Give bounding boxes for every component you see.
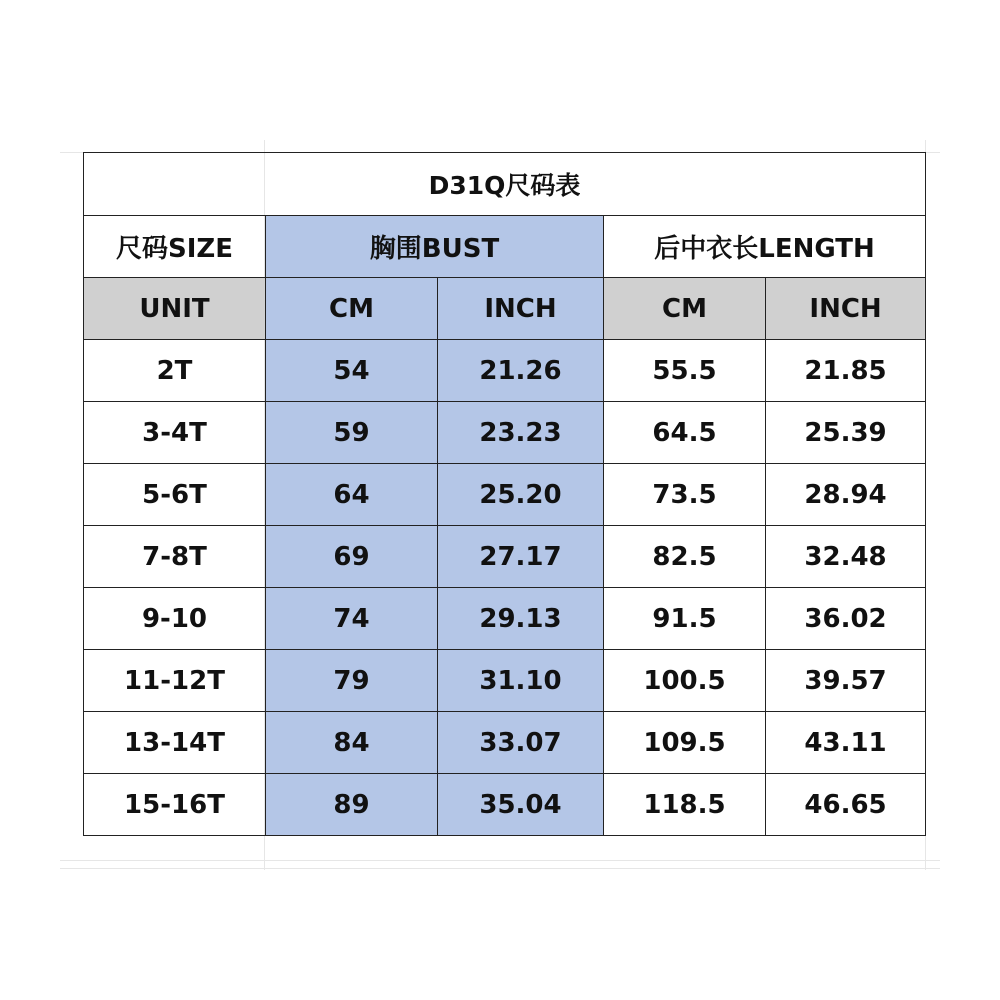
length-cm-cell: 91.5 (604, 588, 766, 650)
size-cell: 5-6T (84, 464, 266, 526)
length-inch-cell: 21.85 (766, 340, 926, 402)
length-inch-cell: 25.39 (766, 402, 926, 464)
table-row (84, 340, 926, 402)
length-cm-cell: 118.5 (604, 774, 766, 836)
table-row (84, 712, 926, 774)
length-cm-cell: 73.5 (604, 464, 766, 526)
length-inch-cell: 32.48 (766, 526, 926, 588)
size-cell: 3-4T (84, 402, 266, 464)
sheet-gridline (60, 860, 940, 861)
unit-label: UNIT (84, 278, 266, 340)
length-inch-cell: 46.65 (766, 774, 926, 836)
length-cm-unit: CM (604, 278, 766, 340)
size-chart-table (83, 152, 926, 836)
size-cell: 15-16T (84, 774, 266, 836)
bust-cm-cell: 69 (266, 526, 438, 588)
length-inch-cell: 43.11 (766, 712, 926, 774)
length-cm-cell: 100.5 (604, 650, 766, 712)
bust-inch-unit: INCH (438, 278, 604, 340)
table-row (84, 650, 926, 712)
size-cell: 2T (84, 340, 266, 402)
bust-inch-cell: 25.20 (438, 464, 604, 526)
length-cm-cell: 109.5 (604, 712, 766, 774)
length-cm-cell: 82.5 (604, 526, 766, 588)
bust-cm-cell: 54 (266, 340, 438, 402)
bust-cm-cell: 59 (266, 402, 438, 464)
bust-cm-cell: 89 (266, 774, 438, 836)
sheet-gridline (60, 868, 940, 869)
bust-cm-cell: 74 (266, 588, 438, 650)
length-inch-unit: INCH (766, 278, 926, 340)
bust-inch-cell: 23.23 (438, 402, 604, 464)
bust-cm-cell: 79 (266, 650, 438, 712)
bust-cm-cell: 84 (266, 712, 438, 774)
table-row (84, 774, 926, 836)
bust-header: 胸围BUST (266, 216, 604, 278)
bust-cm-cell: 64 (266, 464, 438, 526)
table-row (84, 526, 926, 588)
length-header: 后中衣长LENGTH (604, 216, 926, 278)
bust-inch-cell: 27.17 (438, 526, 604, 588)
table-row (84, 464, 926, 526)
length-inch-cell: 28.94 (766, 464, 926, 526)
unit-row (84, 278, 926, 340)
title-row (84, 153, 926, 216)
bust-cm-unit: CM (266, 278, 438, 340)
length-inch-cell: 39.57 (766, 650, 926, 712)
bust-inch-cell: 35.04 (438, 774, 604, 836)
header-row (84, 216, 926, 278)
size-cell: 13-14T (84, 712, 266, 774)
size-cell: 9-10 (84, 588, 266, 650)
bust-inch-cell: 21.26 (438, 340, 604, 402)
table-row (84, 588, 926, 650)
length-cm-cell: 64.5 (604, 402, 766, 464)
bust-inch-cell: 31.10 (438, 650, 604, 712)
length-cm-cell: 55.5 (604, 340, 766, 402)
bust-inch-cell: 29.13 (438, 588, 604, 650)
size-cell: 7-8T (84, 526, 266, 588)
bust-inch-cell: 33.07 (438, 712, 604, 774)
size-header: 尺码SIZE (84, 216, 266, 278)
size-cell: 11-12T (84, 650, 266, 712)
table-row (84, 402, 926, 464)
table-title: D31Q尺码表 (84, 153, 926, 216)
length-inch-cell: 36.02 (766, 588, 926, 650)
